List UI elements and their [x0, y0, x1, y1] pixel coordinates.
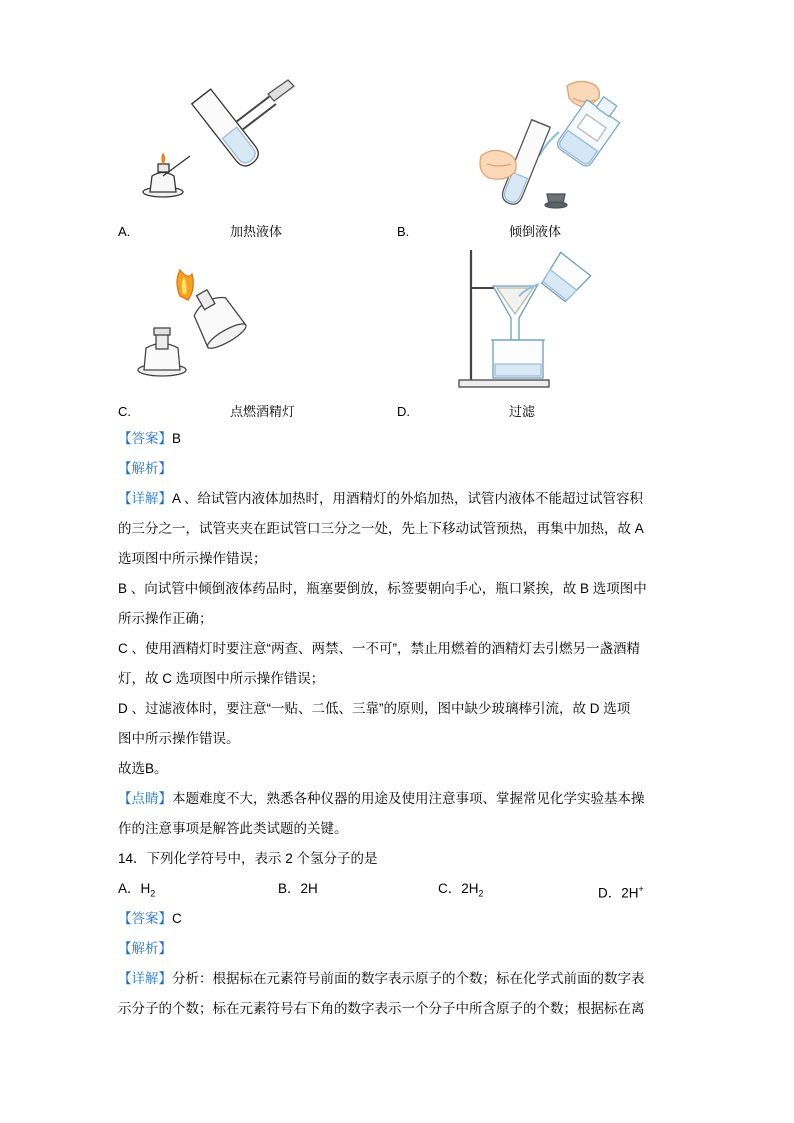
q13-detail-c-line2: 灯，故 C 选项图中所示操作错误； [118, 671, 325, 686]
q13-detail-b-line2: 所示操作正确； [118, 611, 213, 626]
q13-answer-tag: 【答案】 [118, 431, 172, 446]
q14-detail-line1: 分析：根据标在元素符号前面的数字表示原子的个数；标在化学式前面的数字表 [172, 971, 645, 986]
q14-option-d[interactable] [598, 874, 644, 909]
q14-analysis-tag: 【解析】 [118, 941, 172, 956]
q14-number: 14． [118, 851, 147, 866]
q14-option-b-label: B．2H [278, 881, 318, 896]
q13-detail-d-line1: D 、过滤液体时，要注意“一贴、二低、三靠”的原则，图中缺少玻璃棒引流，故 D 选项 [118, 701, 631, 716]
figure-label-d [397, 402, 676, 422]
pouring-liquid-test-tube-icon [397, 64, 676, 212]
q13-detail-c-line1: C 、使用酒精灯时要注意“两查、两禁、一不可”，禁止用燃着的酒精灯去引燃另一盏酒精 [118, 641, 640, 656]
figure-label-b [397, 222, 676, 242]
figure-option-a [118, 64, 397, 244]
q13-detail-b-line1: B 、向试管中倾倒液体药品时，瓶塞要倒放，标签要朝向手心，瓶口紧挨，故 B 选项图中 [118, 581, 647, 596]
filtration-apparatus-icon [397, 244, 676, 392]
q14-stem-text: 下列化学符号中，表示 2 个氢分子的是 [146, 851, 378, 866]
figure-caption-c: 点燃酒精灯 [230, 404, 296, 419]
figure-label-c [118, 402, 397, 422]
q13-analysis-tag: 【解析】 [118, 461, 172, 476]
q13-detail-tag: 【详解】 [118, 491, 172, 506]
figure-option-b [397, 64, 676, 244]
q14-answer-tag: 【答案】 [118, 911, 172, 926]
figure-grid [118, 64, 676, 424]
q13-detail-a-line2: 的三分之一，试管夹夹在距试管口三分之一处，先上下移动试管预热，再集中加热，故 A [118, 521, 644, 536]
q13-insight-line1: 本题难度不大，熟悉各种仪器的用途及使用注意事项、掌握常见化学实验基本操 [172, 791, 645, 806]
q13-detail-a [118, 484, 676, 574]
figure-letter-c: C. [118, 404, 131, 419]
q13-insight [118, 784, 676, 844]
q14-analysis-line [118, 934, 676, 964]
q14-option-a[interactable] [118, 874, 155, 909]
q14-option-d-label: D．2H [598, 885, 639, 901]
figure-label-a [118, 222, 397, 242]
q14-option-c[interactable] [438, 874, 484, 909]
q13-conclusion: 故选B。 [118, 761, 168, 776]
q14-answer-value: C [172, 911, 182, 926]
q14-option-c-label: C．2H [438, 881, 479, 896]
heating-liquid-test-tube-icon [118, 64, 397, 212]
q13-detail-d-line2: 图中所示操作错误。 [118, 731, 240, 746]
q13-answer-line [118, 424, 676, 454]
q14-option-b[interactable] [278, 874, 318, 904]
lighting-alcohol-lamp-icon [118, 244, 397, 392]
q14-option-c-sub: 2 [478, 888, 484, 899]
q14-options [118, 874, 676, 904]
q13-answer-value: B [172, 431, 182, 446]
q13-detail-b [118, 574, 676, 634]
q13-analysis-line [118, 454, 676, 484]
q14-detail-line2: 示分子的个数；标在元素符号右下角的数字表示一个分子中所含原子的个数；根据标在离 [118, 1001, 645, 1016]
figure-letter-a: A. [118, 224, 131, 239]
q13-detail-a-line1: A 、给试管内液体加热时，用酒精灯的外焰加热，试管内液体不能超过试管容积 [172, 491, 644, 506]
figure-caption-a: 加热液体 [230, 224, 283, 239]
figure-letter-b: B. [397, 224, 410, 239]
q14-detail [118, 964, 676, 1024]
q14-option-d-sup: + [638, 884, 644, 894]
q14-option-a-label: A．H [118, 881, 151, 896]
q13-detail-a-line3: 选项图中所示操作错误； [118, 551, 267, 566]
figure-option-c [118, 244, 397, 424]
q14-option-a-sub: 2 [150, 888, 156, 899]
q13-insight-line2: 作的注意事项是解答此类试题的关键。 [118, 821, 348, 836]
q14-stem [118, 844, 676, 874]
q13-insight-tag: 【点睛】 [118, 791, 172, 806]
q13-detail-d [118, 694, 676, 754]
figure-caption-d: 过滤 [509, 404, 536, 419]
q14-answer-line [118, 904, 676, 934]
figure-caption-b: 倾倒液体 [509, 224, 562, 239]
figure-letter-d: D. [397, 404, 410, 419]
figure-option-d [397, 244, 676, 424]
q14-detail-tag: 【详解】 [118, 971, 172, 986]
q13-detail-c [118, 634, 676, 694]
